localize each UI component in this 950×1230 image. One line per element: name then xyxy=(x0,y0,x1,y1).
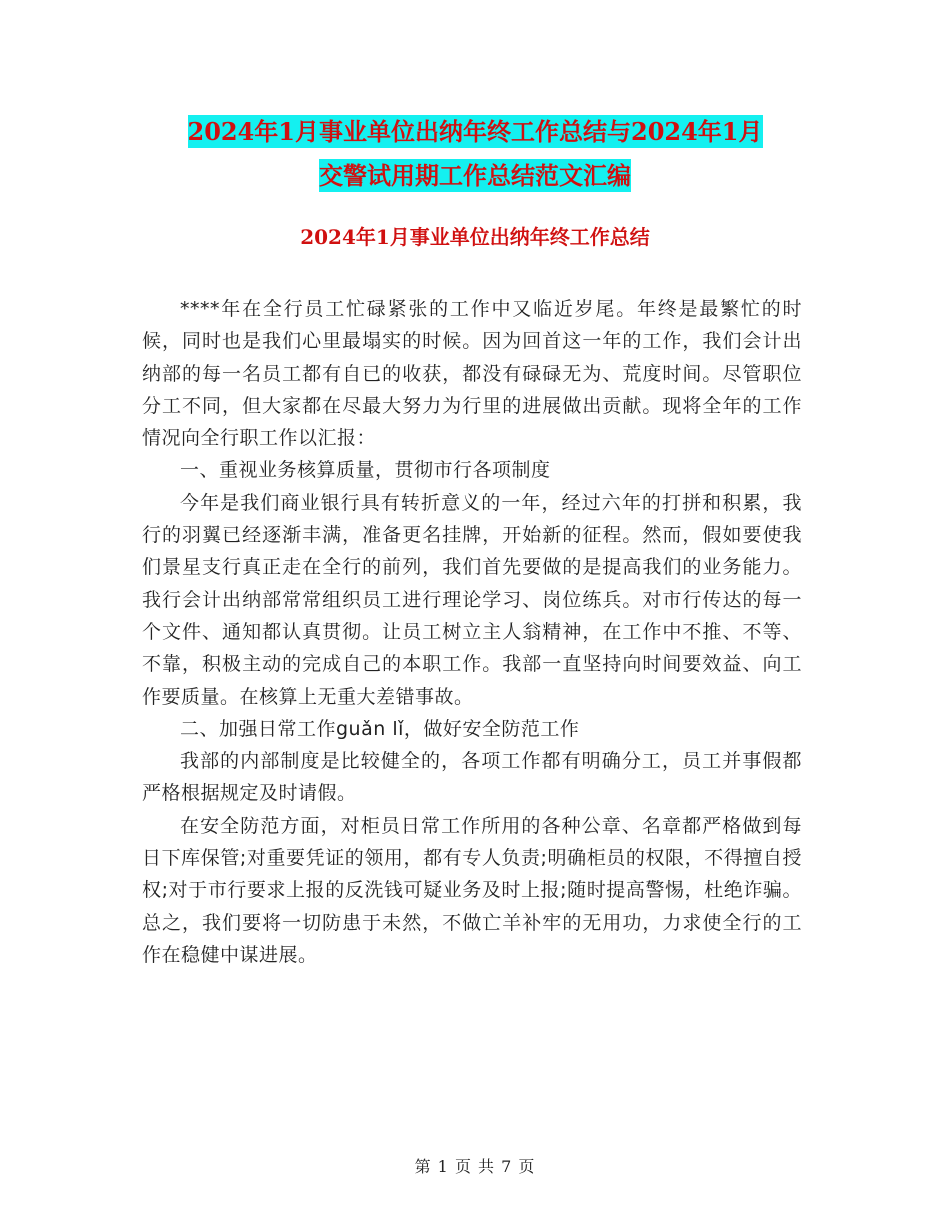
document-title xyxy=(0,110,950,198)
document-body xyxy=(142,293,802,971)
section-title: 2024年1月事业单位出纳年终工作总结 xyxy=(300,225,650,249)
paragraph-1: 今年是我们商业银行具有转折意义的一年，经过六年的打拼和积累，我行的羽翼已经逐渐丰满，准备更名挂牌，开始新的征程。然而，假如要使我们景星支行真正走在全行的前列，我们首先要做的是提高我们的业务能力。我行会计出纳部常常组织员工进行理论学习、岗位练兵。对市行传达的每一个文件、通知都认真贯彻。让员工树立主人翁精神，在工作中不推、不等、不靠，积极主动的完成自己的本职工作。我部一直坚持向时间要效益、向工作要质量。在核算上无重大差错事故。 xyxy=(142,491,802,708)
heading-1: 一、重视业务核算质量，贯彻市行各项制度 xyxy=(180,459,551,482)
paragraph-3: 在安全防范方面，对柜员日常工作所用的各种公章、名章都严格做到每日下库保管;对重要凭证的领用，都有专人负责;明确柜员的权限，不得擅自授权;对于市行要求上报的反洗钱可疑业务及时上报;随时提高警惕，杜绝诈骗。总之，我们要将一切防患于未然，不做亡羊补牢的无用功，力求使全行的工作在稳健中谋进展。 xyxy=(142,814,802,966)
paragraph-intro: ****年在全行员工忙碌紧张的工作中又临近岁尾。年终是最繁忙的时候，同时也是我们心里最塌实的时候。因为回首这一年的工作，我们会计出纳部的每一名员工都有自已的收获，都没有碌碌无为、荒度时间。尽管职位分工不同，但大家都在尽最大努力为行里的进展做出贡献。现将全年的工作情况向全行职工作以汇报： xyxy=(142,298,802,450)
title-line-1: 2024年1月事业单位出纳年终工作总结与2024年1月 xyxy=(187,117,763,146)
page-footer: 第 1 页 共 7 页 xyxy=(414,1157,536,1176)
heading-2: 二、加强日常工作guǎn lǐ，做好安全防范工作 xyxy=(180,717,580,740)
title-line-2: 交警试用期工作总结范文汇编 xyxy=(319,161,631,190)
paragraph-2: 我部的内部制度是比较健全的，各项工作都有明确分工，员工并事假都严格根据规定及时请假。 xyxy=(142,750,802,805)
